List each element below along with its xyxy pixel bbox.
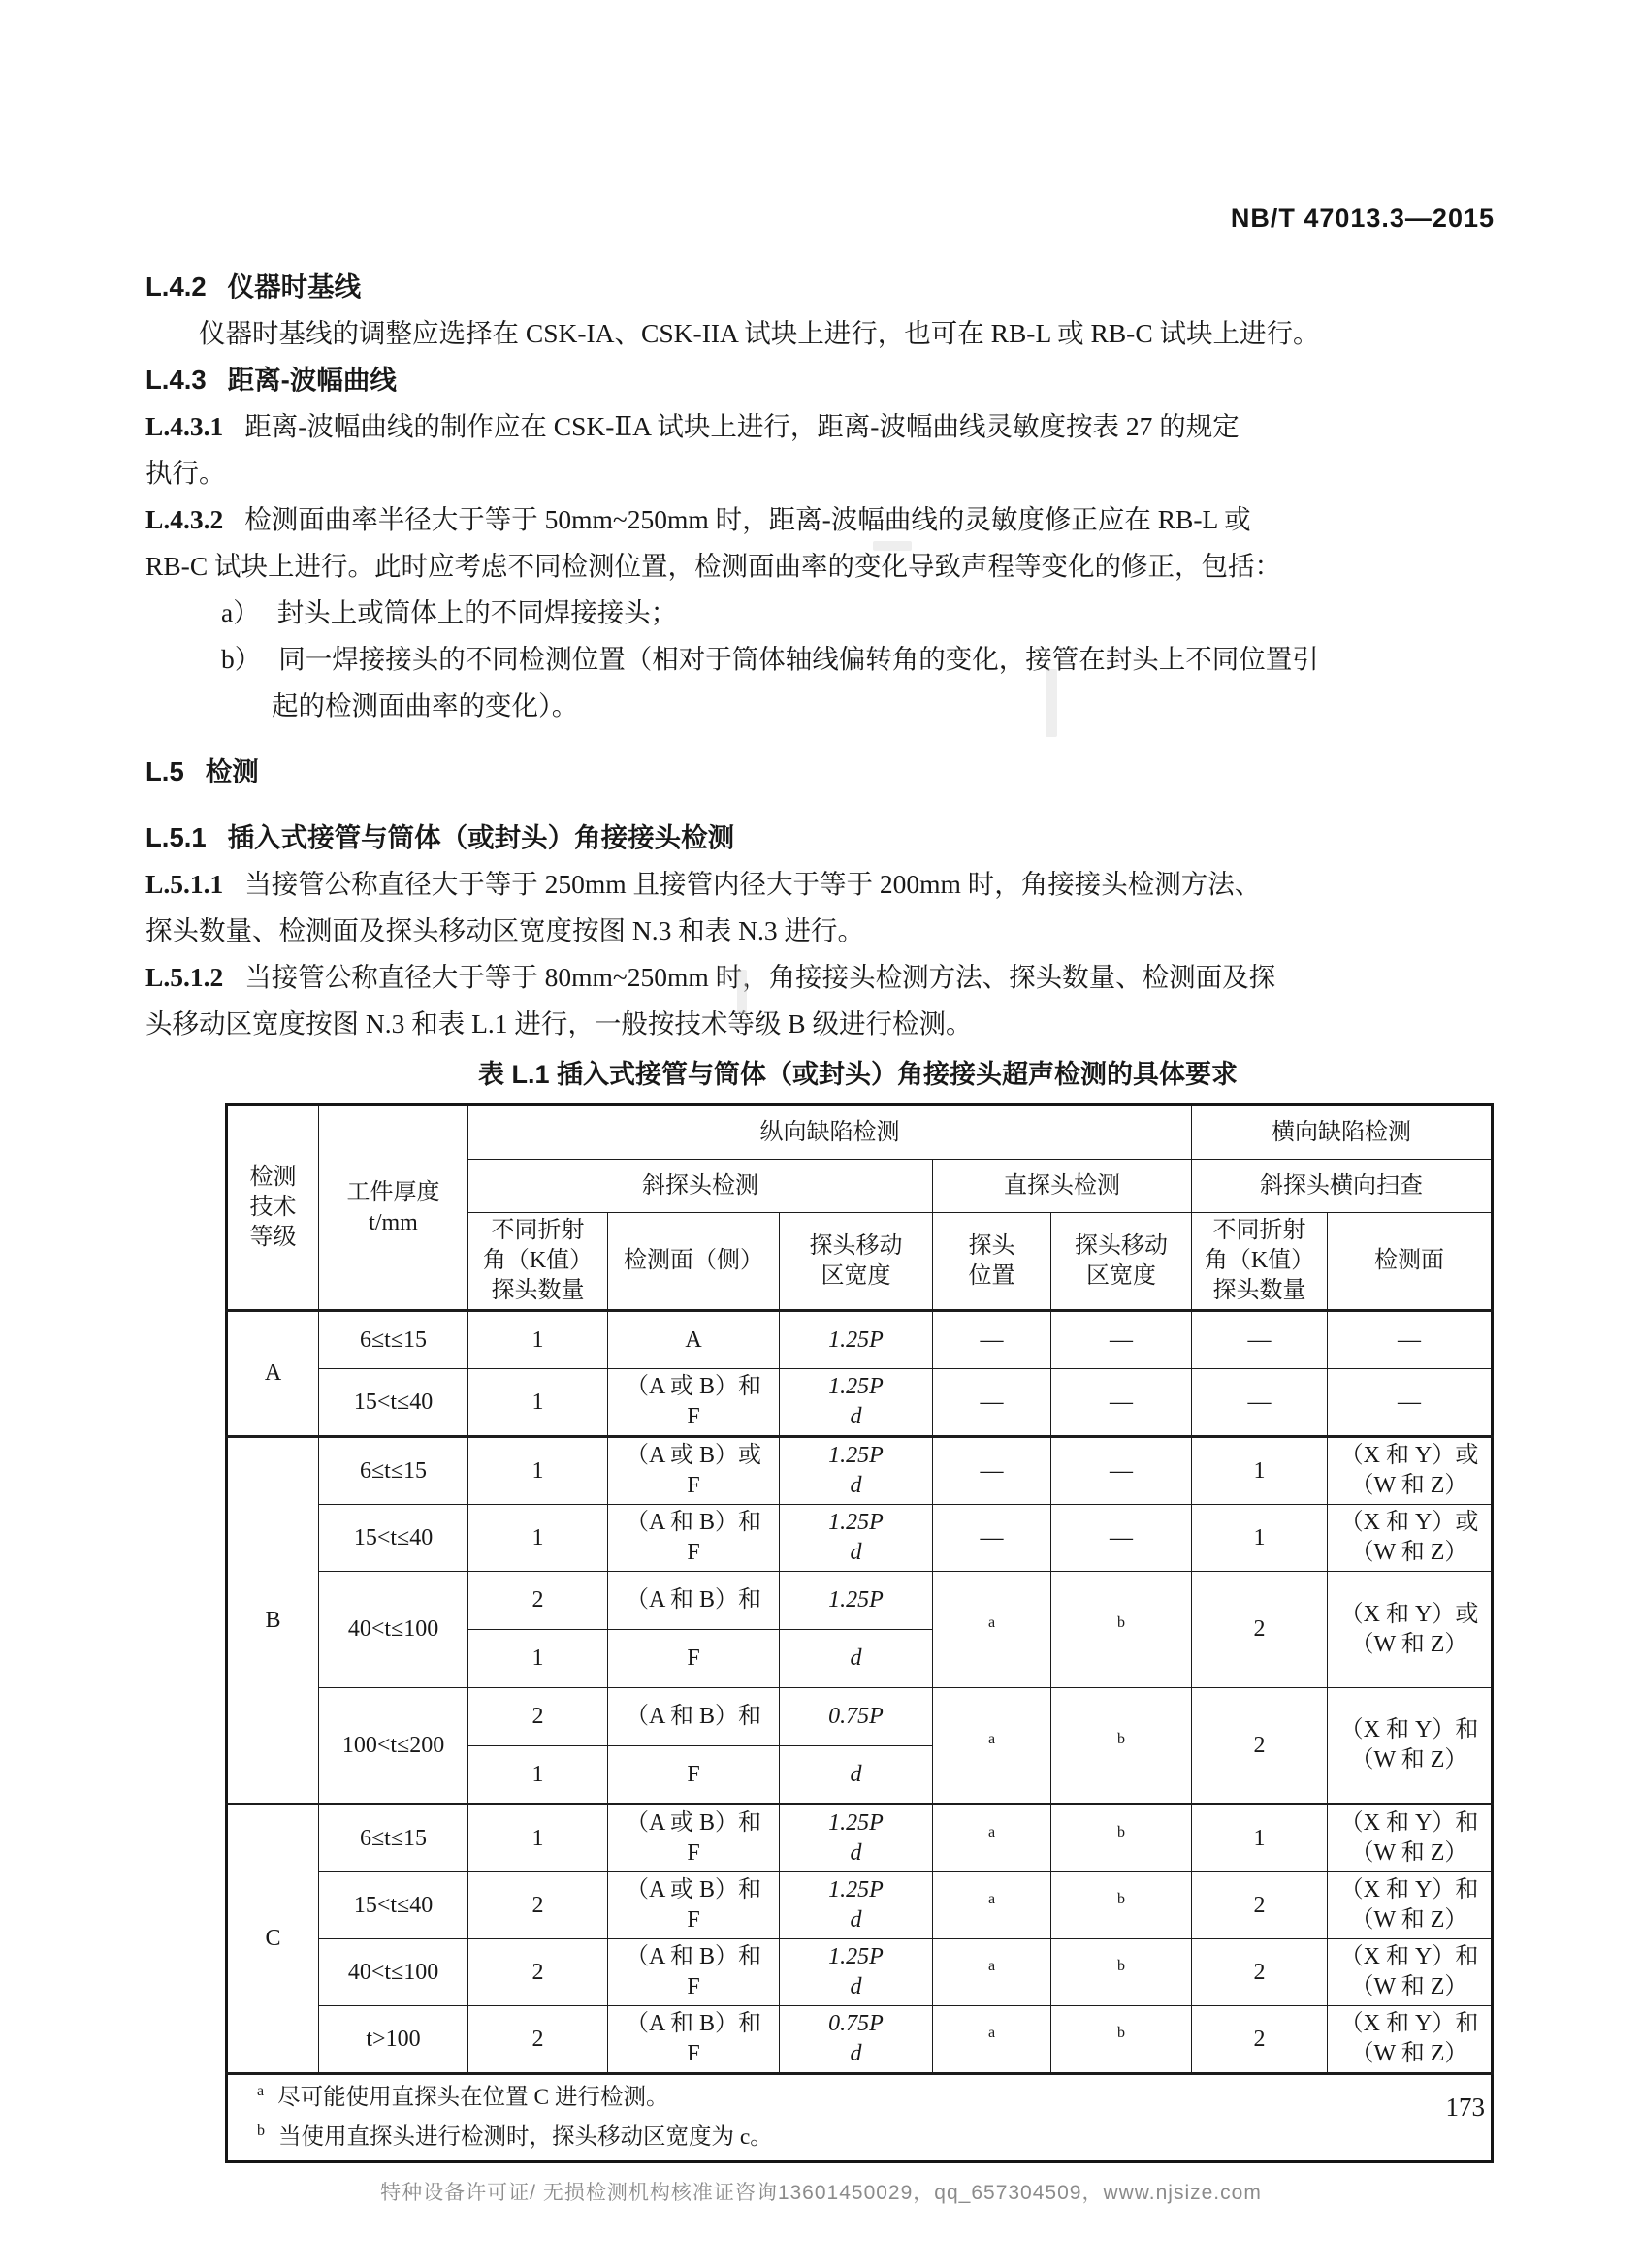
- table-cell: —: [1051, 1505, 1192, 1572]
- table-cell: 1: [468, 1630, 608, 1688]
- table-cell: （A 或 B）和 F: [608, 1805, 780, 1872]
- table-cell: A: [227, 1311, 319, 1437]
- paragraph-line: L.5.1 插入式接管与筒体（或封头）角接接头检测: [145, 822, 735, 852]
- page-number: 173: [1445, 2092, 1485, 2122]
- clause-number: a）: [221, 597, 260, 627]
- table-cell: a: [933, 1939, 1051, 2006]
- table-cell: 1.25P d: [780, 1437, 933, 1505]
- table-cell: （A 和 B）和: [608, 1572, 780, 1630]
- table-row: [227, 1311, 1493, 1369]
- table-cell: A: [608, 1311, 780, 1369]
- table-cell: 1.25P d: [780, 1505, 933, 1572]
- table-cell: （X 和 Y）和 （W 和 Z）: [1328, 1939, 1493, 2006]
- paragraph-line: 起的检测面曲率的变化）。: [272, 690, 579, 720]
- table-cell: 15<t≤40: [319, 1505, 468, 1572]
- table-cell: 1: [1192, 1505, 1328, 1572]
- table-cell: b: [1051, 1572, 1192, 1688]
- table-row: [227, 1369, 1493, 1437]
- table-cell: a: [933, 1805, 1051, 1872]
- table-cell: （A 和 B）和 F: [608, 2006, 780, 2074]
- paragraph-line: L.4.2 仪器时基线: [145, 272, 362, 302]
- table-row: [227, 1688, 1493, 1746]
- paragraph-line: a） 封头上或筒体上的不同焊接接头；: [221, 597, 678, 627]
- table-cell: 6≤t≤15: [319, 1437, 468, 1505]
- paragraph-line: L.4.3 距离-波幅曲线: [145, 365, 397, 395]
- table-cell: （X 和 Y）或 （W 和 Z）: [1328, 1437, 1493, 1505]
- table-cell: 15<t≤40: [319, 1369, 468, 1437]
- table-header-cell: 探头移动 区宽度: [1051, 1213, 1192, 1311]
- table-cell: a: [933, 1572, 1051, 1688]
- table-header-cell: 斜探头检测: [468, 1160, 933, 1213]
- table-cell: 1.25P d: [780, 1805, 933, 1872]
- clause-number: L.4.3.2: [145, 504, 224, 534]
- table-cell: —: [1051, 1311, 1192, 1369]
- table-cell: —: [1051, 1437, 1192, 1505]
- paragraph-line: L.5.1.1 当接管公称直径大于等于 250mm 且接管内径大于等于 200mm 时，角接接头检测方法、: [145, 869, 1262, 899]
- table-cell: （X 和 Y）和 （W 和 Z）: [1328, 1872, 1493, 1939]
- table-cell: b: [1051, 1688, 1192, 1805]
- table-cell: F: [608, 1746, 780, 1805]
- table-cell: F: [608, 1630, 780, 1688]
- table-row: [227, 1872, 1493, 1939]
- clause-number: L.5.1.2: [145, 962, 224, 992]
- clause-number: L.4.3.1: [145, 411, 224, 441]
- table-header-cell: 不同折射 角（K值） 探头数量: [1192, 1213, 1328, 1311]
- table-footnotes-cell: [227, 2074, 1493, 2162]
- table-cell: 1: [468, 1805, 608, 1872]
- table-cell: —: [1051, 1369, 1192, 1437]
- clause-number: L.5.1: [145, 822, 207, 852]
- table-header-cell: 直探头检测: [933, 1160, 1192, 1213]
- table-cell: —: [1328, 1369, 1493, 1437]
- table-cell: 1: [1192, 1437, 1328, 1505]
- paragraph-line: L.5.1.2 当接管公称直径大于等于 80mm~250mm 时，角接接头检测方法、探头数量、检测面及探: [145, 962, 1276, 992]
- table-cell: 2: [468, 1872, 608, 1939]
- table-cell: 0.75P d: [780, 2006, 933, 2074]
- table-row: [227, 1805, 1493, 1872]
- table-header-cell: 不同折射 角（K值） 探头数量: [468, 1213, 608, 1311]
- scan-artifact: [1046, 669, 1057, 737]
- table-cell: 0.75P: [780, 1688, 933, 1746]
- table-cell: 2: [468, 1939, 608, 2006]
- table-cell: （X 和 Y）或 （W 和 Z）: [1328, 1572, 1493, 1688]
- table-cell: —: [1192, 1311, 1328, 1369]
- paragraph-line: RB-C 试块上进行。此时应考虑不同检测位置，检测面曲率的变化导致声程等变化的修正，包括：: [145, 551, 1282, 581]
- table-cell: （A 和 B）和: [608, 1688, 780, 1746]
- table-cell: B: [227, 1437, 319, 1805]
- clause-number: L.5: [145, 756, 184, 786]
- table-cell: —: [1192, 1369, 1328, 1437]
- table-header-cell: 检测 技术 等级: [227, 1105, 319, 1311]
- table-cell: —: [933, 1311, 1051, 1369]
- paragraph-line: L.5 检测: [145, 756, 259, 786]
- table-cell: 15<t≤40: [319, 1872, 468, 1939]
- table-header-cell: 横向缺陷检测: [1192, 1105, 1493, 1160]
- table-cell: d: [780, 1630, 933, 1688]
- paragraph-line: 探头数量、检测面及探头移动区宽度按图 N.3 和表 N.3 进行。: [145, 915, 864, 945]
- table-header-cell: 检测面: [1328, 1213, 1493, 1311]
- table-cell: C: [227, 1805, 319, 2074]
- table-cell: 1: [468, 1505, 608, 1572]
- table-cell: b: [1051, 1805, 1192, 1872]
- table-header-cell: 探头 位置: [933, 1213, 1051, 1311]
- scan-artifact: [873, 541, 912, 551]
- table-cell: 40<t≤100: [319, 1939, 468, 2006]
- clause-number: L.4.3: [145, 365, 207, 395]
- table-cell: b: [1051, 2006, 1192, 2074]
- table-cell: 6≤t≤15: [319, 1311, 468, 1369]
- table-cell: （X 和 Y）和 （W 和 Z）: [1328, 2006, 1493, 2074]
- table-cell: 1: [468, 1369, 608, 1437]
- table-cell: 2: [1192, 1939, 1328, 2006]
- table-cell: b: [1051, 1872, 1192, 1939]
- table-header-cell: 斜探头横向扫查: [1192, 1160, 1493, 1213]
- footnote: $^b$ 当使用直探头进行检测时，探头移动区宽度为 c。: [257, 2123, 773, 2150]
- table-cell: a: [933, 2006, 1051, 2074]
- table-cell: 6≤t≤15: [319, 1805, 468, 1872]
- table-cell: （A 或 B）和 F: [608, 1369, 780, 1437]
- table-cell: —: [933, 1505, 1051, 1572]
- table-row: [227, 1572, 1493, 1630]
- table-cell: 1: [468, 1437, 608, 1505]
- body-text: [145, 264, 1503, 1047]
- table-cell: 1.25P d: [780, 1939, 933, 2006]
- paragraph-line: L.4.3.1 距离-波幅曲线的制作应在 CSK-ⅡA 试块上进行，距离-波幅曲线灵敏度按表 27 的规定: [145, 411, 1240, 441]
- table-cell: 2: [468, 1688, 608, 1746]
- clause-number: L.5.1.1: [145, 869, 224, 899]
- paragraph-line: 执行。: [145, 458, 226, 488]
- table-header-cell: 工件厚度 t/mm: [319, 1105, 468, 1311]
- table-cell: t>100: [319, 2006, 468, 2074]
- table-cell: —: [933, 1437, 1051, 1505]
- table-cell: （X 和 Y）或 （W 和 Z）: [1328, 1505, 1493, 1572]
- table-header-cell: 检测面（侧）: [608, 1213, 780, 1311]
- footnote: $^a$ 尽可能使用直探头在位置 C 进行检测。: [257, 2083, 669, 2110]
- table-cell: 1.25P d: [780, 1369, 933, 1437]
- table-title: 表 L.1 插入式接管与筒体（或封头）角接接头超声检测的具体要求: [477, 1060, 1238, 1089]
- table-cell: b: [1051, 1939, 1192, 2006]
- footnote-marker: a: [257, 2083, 265, 2100]
- table-cell: （X 和 Y）和 （W 和 Z）: [1328, 1688, 1493, 1805]
- table-cell: 2: [468, 1572, 608, 1630]
- table-cell: a: [933, 1872, 1051, 1939]
- table-cell: 2: [468, 2006, 608, 2074]
- table-row: [227, 1505, 1493, 1572]
- table-cell: （A 和 B）和 F: [608, 1505, 780, 1572]
- table-cell: —: [1328, 1311, 1493, 1369]
- table-row: [227, 2006, 1493, 2074]
- paragraph-line: L.4.3.2 检测面曲率半径大于等于 50mm~250mm 时，距离-波幅曲线的灵敏度修正应在 RB-L 或: [145, 504, 1251, 534]
- table-cell: （X 和 Y）和 （W 和 Z）: [1328, 1805, 1493, 1872]
- table-cell: —: [933, 1369, 1051, 1437]
- table-cell: （A 或 B）或 F: [608, 1437, 780, 1505]
- clause-number: L.4.2: [145, 272, 207, 302]
- footnote-marker: b: [257, 2123, 265, 2140]
- table-footnotes-row: [227, 2074, 1493, 2162]
- table-cell: 1.25P d: [780, 1872, 933, 1939]
- paragraph-line: 头移动区宽度按图 N.3 和表 L.1 进行，一般按技术等级 B 级进行检测。: [145, 1008, 973, 1038]
- table-row: [227, 1437, 1493, 1505]
- table-cell: 1.25P: [780, 1572, 933, 1630]
- table-header-row: [227, 1105, 1493, 1160]
- table-cell: （A 或 B）和 F: [608, 1872, 780, 1939]
- scan-artifact: [737, 970, 747, 1014]
- table-cell: 2: [1192, 1872, 1328, 1939]
- paragraph-line: b） 同一焊接接头的不同检测位置（相对于筒体轴线偏转角的变化，接管在封头上不同位置引: [221, 644, 1319, 674]
- table-cell: 40<t≤100: [319, 1572, 468, 1688]
- table-cell: d: [780, 1746, 933, 1805]
- table-cell: a: [933, 1688, 1051, 1805]
- table-cell: 1: [468, 1311, 608, 1369]
- table-cell: 1: [468, 1746, 608, 1805]
- paragraph-line: 仪器时基线的调整应选择在 CSK-IA、CSK-IIA 试块上进行，也可在 RB-L 或 RB-C 试块上进行。: [199, 318, 1320, 348]
- clause-number: b）: [221, 644, 262, 674]
- table-cell: 1.25P: [780, 1311, 933, 1369]
- table-cell: 100<t≤200: [319, 1688, 468, 1805]
- standard-number: NB/T 47013.3—2015: [1230, 204, 1495, 233]
- table-cell: （A 和 B）和 F: [608, 1939, 780, 2006]
- footer-watermark: 特种设备许可证/ 无损检测机构核准证咨询13601450029，qq_657304509，www.njsize.com: [380, 2182, 1262, 2204]
- table-header-cell: 探头移动 区宽度: [780, 1213, 933, 1311]
- table-cell: 1: [1192, 1805, 1328, 1872]
- table-header-cell: 纵向缺陷检测: [468, 1105, 1192, 1160]
- table-cell: 2: [1192, 1572, 1328, 1688]
- table-row: [227, 1939, 1493, 2006]
- table-cell: 2: [1192, 2006, 1328, 2074]
- table-L1: [225, 1103, 1494, 2163]
- table-cell: 2: [1192, 1688, 1328, 1805]
